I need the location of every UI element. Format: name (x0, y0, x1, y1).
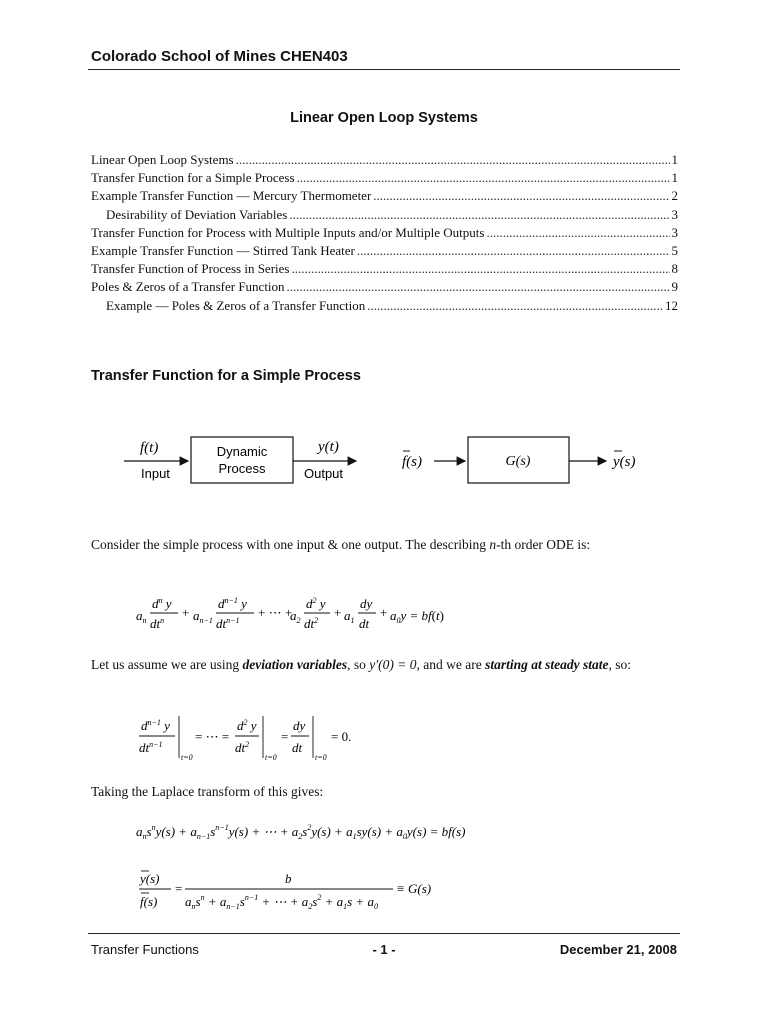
toc-entry[interactable] (91, 170, 678, 188)
p2-initial-condition: y′(0) = 0 (369, 657, 417, 672)
svg-text:dy: dy (360, 596, 373, 611)
svg-text:≡: ≡ (397, 881, 405, 896)
toc-leader-dots (367, 298, 663, 314)
svg-text:+: + (182, 605, 190, 620)
diagram-output-label: Output (304, 466, 344, 481)
svg-text:a1: $a_1$ (344, 608, 355, 625)
svg-text:t=0: t=0 (181, 753, 193, 762)
svg-text:f(s): f(s) (140, 894, 158, 909)
toc-entry[interactable] (91, 298, 678, 316)
toc-entry-label: Desirability of Deviation Variables (106, 206, 288, 222)
svg-text:+: + (334, 605, 342, 620)
svg-text:an−1: $a_{n-1}$ (193, 608, 213, 625)
toc-leader-dots (289, 207, 669, 223)
p2-text-a: Let us assume we are using (91, 657, 243, 672)
p1-n: n (489, 537, 497, 552)
toc-entry-page: 3 (671, 206, 678, 222)
paragraph-laplace-intro: Taking the Laplace transform of this gives: (91, 784, 324, 799)
paragraph-ode-intro (91, 535, 681, 555)
svg-text:t=0: t=0 (265, 753, 277, 762)
equation-transfer-function (135, 866, 455, 916)
svg-text:dt: dt (359, 616, 370, 631)
transfer-function-label: G(s) (505, 454, 531, 469)
p1-text-a: Consider the simple process with one input & one output. The describing (91, 537, 490, 552)
equation-ode (130, 590, 470, 640)
toc-entry[interactable] (91, 261, 678, 279)
svg-text:dn y: $d^n$ y (152, 596, 172, 611)
toc-entry[interactable] (91, 225, 678, 243)
svg-text:dy: dy (293, 718, 306, 733)
p2-emphasis-1: deviation variables (242, 657, 348, 672)
svg-text:t=0: t=0 (315, 753, 327, 762)
toc-entry-page: 12 (665, 297, 678, 313)
svg-text:=: = (281, 729, 289, 744)
footer-left: Transfer Functions (91, 942, 199, 957)
toc-entry[interactable] (91, 152, 678, 170)
toc-entry-label: Transfer Function for Process with Multiple Inputs and/or Multiple Outputs (91, 224, 485, 240)
svg-text:dt: dt (292, 740, 303, 755)
toc-entry[interactable] (91, 207, 678, 225)
toc-entry-label: Example Transfer Function — Mercury Thermometer (91, 188, 372, 204)
toc-entry-page: 3 (671, 224, 678, 240)
paragraph-deviation-variables (91, 655, 681, 675)
p2-text-b: , so (347, 657, 370, 672)
svg-text:y(s): y(s) (140, 871, 160, 886)
svg-text:ansny(s) + an−1sn−1y(s) + ⋯ +: $a_ns^ny(s) + a_{n-1}s^{n-1}y(s)$ + ⋯ + $a_2s^2y(s) + a_1sy(s) + a_0y(s) = bf(s)$ (136, 823, 466, 841)
toc-leader-dots (357, 243, 670, 259)
svg-text:dtn−1: $dt^{n-1}$ (216, 616, 240, 631)
toc-entry-label: Example Transfer Function — Stirred Tank Heater (91, 242, 355, 258)
toc-entry[interactable] (91, 279, 678, 297)
p1-text-b: -th order ODE is: (496, 537, 591, 552)
toc-entry-page: 1 (671, 152, 678, 167)
p2-text-d: , so: (608, 657, 632, 672)
toc-entry-page: 5 (671, 242, 678, 258)
toc-entry[interactable] (91, 243, 678, 261)
header-rule (88, 69, 680, 70)
box-label-line2: Process (218, 461, 266, 476)
svg-text:b: b (285, 871, 292, 886)
svg-text:a0y = bf(t): $a_0y = bf(t)$ (390, 608, 444, 625)
running-header: Colorado School of Mines CHEN403 (91, 48, 348, 65)
svg-text:dt2: $dt^2$ (235, 740, 250, 755)
svg-text:= 0.: = 0. (331, 729, 352, 744)
svg-text:+: + (380, 605, 388, 620)
footer-rule (88, 933, 680, 934)
toc-entry-label: Transfer Function for a Simple Process (91, 170, 295, 186)
diagram-input-symbol: f(t) (140, 440, 159, 456)
toc-entry-page: 8 (671, 261, 678, 277)
svg-text:dtn: $dt^n$ (150, 616, 165, 631)
page-number: - 1 - (372, 942, 396, 957)
svg-text:dtn−1: $dt^{n-1}$ (139, 740, 163, 755)
table-of-contents (91, 152, 678, 316)
equation-initial-conditions (135, 712, 375, 767)
toc-leader-dots (297, 170, 670, 186)
p2-text-c: , and we are (416, 657, 486, 672)
toc-leader-dots (373, 188, 669, 204)
diagram-output-symbol: y(t) (318, 439, 339, 455)
laplace-output-symbol: y(s) (613, 454, 636, 470)
section-title: Transfer Function for a Simple Process (91, 368, 361, 384)
svg-text:+ ⋯ +: + ⋯ + (258, 605, 293, 620)
block-diagram (0, 425, 768, 495)
toc-leader-dots (236, 152, 670, 168)
svg-text:=: = (175, 881, 183, 896)
svg-text:dn−1 y: $d^{n-1}$ y (141, 718, 170, 733)
svg-text:d2 y: $d^2$ y (306, 596, 326, 611)
svg-text:ansn + an−1sn−1 + ⋯ + a2s2 + a: $a_ns^n + a_{n-1}s^{n-1}$ + ⋯ + $a_2s^2 + a_1s + a_0$ (185, 893, 378, 911)
diagram-input-label: Input (141, 466, 170, 481)
toc-entry-page: 9 (671, 279, 678, 295)
toc-entry-label: Linear Open Loop Systems (91, 152, 234, 167)
svg-text:dt2: $dt^2$ (304, 616, 319, 631)
svg-text:a2: $a_2$ (290, 608, 301, 625)
toc-entry-page: 1 (671, 170, 678, 186)
svg-text:= ⋯ =: = ⋯ = (195, 729, 230, 744)
toc-entry-label: Example — Poles & Zeros of a Transfer Function (106, 297, 366, 313)
toc-entry[interactable] (91, 188, 678, 206)
toc-entry-label: Transfer Function of Process in Series (91, 261, 290, 277)
laplace-input-symbol: f(s) (402, 454, 422, 470)
svg-text:dn−1 y: $d^{n-1}$ y (218, 596, 247, 611)
box-label-line1: Dynamic (216, 444, 268, 459)
svg-text:d2 y: $d^2$ y (237, 718, 257, 733)
toc-entry-page: 2 (671, 188, 678, 204)
svg-text:an: $a_n$ (136, 608, 147, 625)
toc-entry-label: Poles & Zeros of a Transfer Function (91, 279, 285, 295)
document-title: Linear Open Loop Systems (290, 110, 478, 126)
toc-leader-dots (486, 225, 669, 241)
toc-leader-dots (287, 279, 670, 295)
toc-leader-dots (291, 261, 669, 277)
svg-text:G(s): G(s) (408, 881, 432, 896)
p2-emphasis-2: starting at steady state (485, 657, 609, 672)
equation-laplace (132, 818, 552, 846)
footer-date: December 21, 2008 (559, 942, 677, 957)
